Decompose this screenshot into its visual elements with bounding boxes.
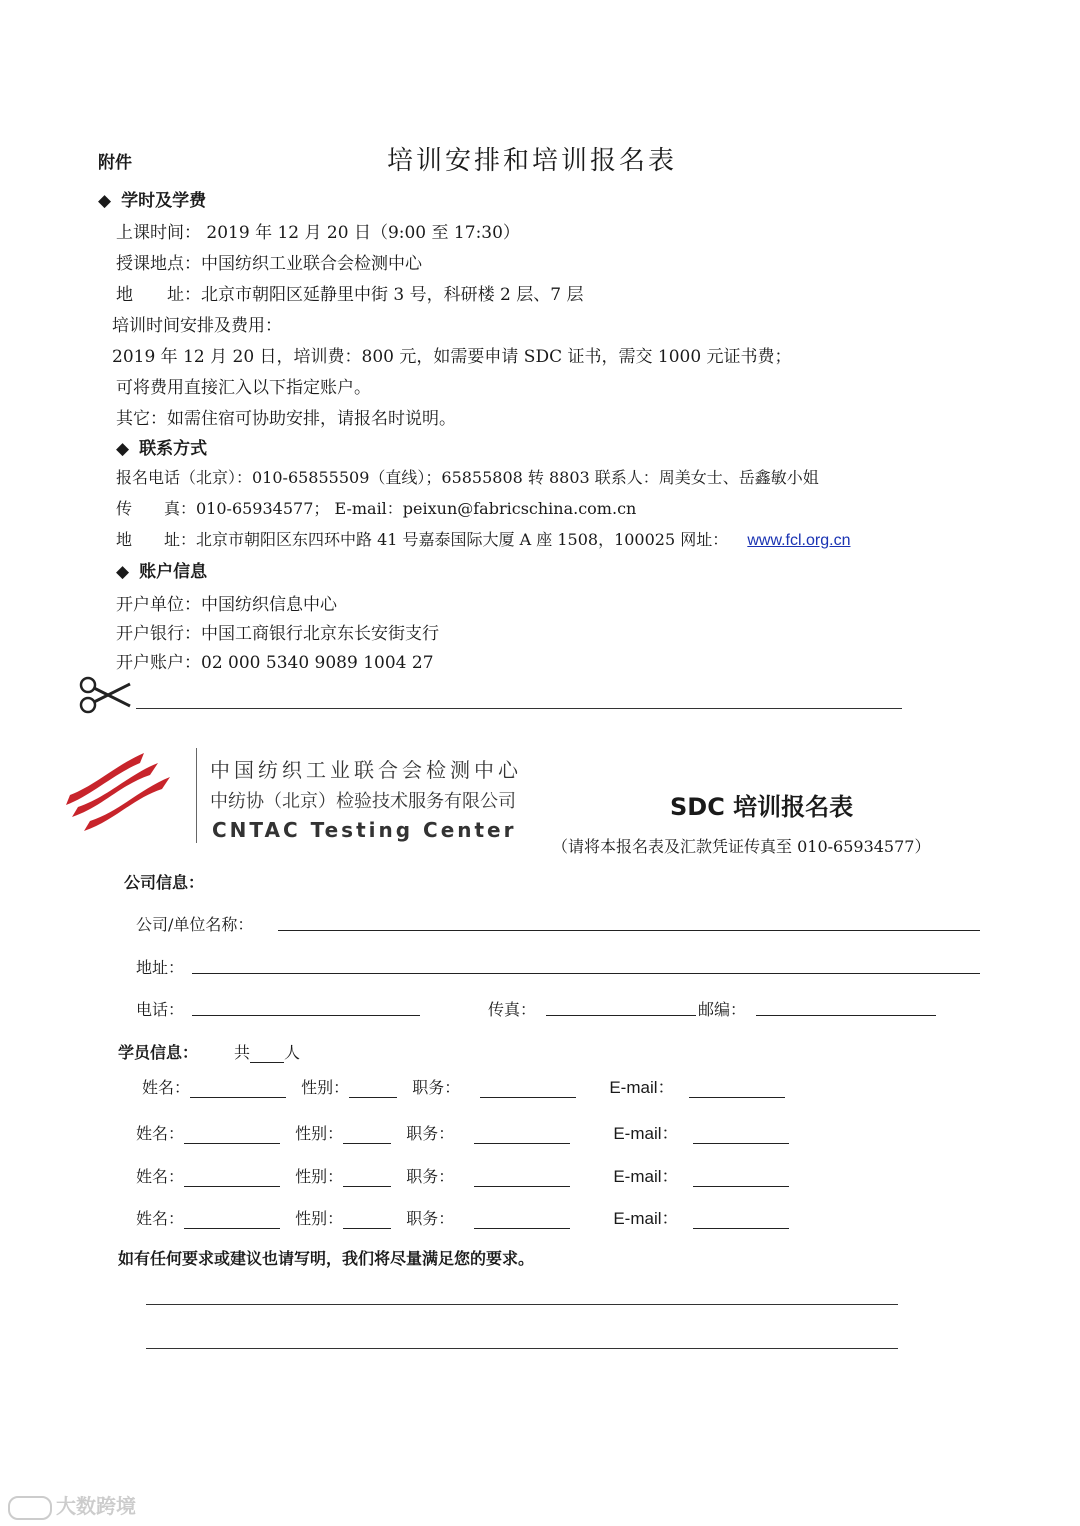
student-info-label: 学员信息： [118, 1043, 199, 1062]
schedule-line-fee: 2019 年 12 月 20 日，培训费：800 元，如需要申请 SDC 证书，需交 1000 元证书费； [112, 347, 792, 367]
student-count-suffix: 人 [284, 1043, 301, 1062]
student-name-field[interactable] [190, 1079, 286, 1098]
schedule-line-time: 上课时间： 2019 年 12 月 20 日（9:00 至 17:30） [116, 223, 520, 243]
student-name-label: 姓名： [136, 1209, 185, 1228]
student-position-label: 职务： [406, 1167, 455, 1186]
schedule-line-payment: 可将费用直接汇入以下指定账户。 [116, 378, 371, 398]
student-email-label: E-mail： [609, 1078, 675, 1097]
student-row [136, 1119, 789, 1144]
student-position-field[interactable] [474, 1125, 570, 1144]
company-info-label: 公司信息： [124, 873, 205, 892]
student-position-field[interactable] [474, 1210, 570, 1229]
diamond-bullet-icon: ◆ [98, 191, 112, 211]
company-name-field[interactable] [278, 912, 980, 931]
section-heading-account: ◆ 账户信息 [116, 562, 208, 582]
student-name-field[interactable] [184, 1168, 280, 1187]
student-row [136, 1162, 789, 1187]
account-line-holder: 开户单位：中国纺织信息中心 [116, 595, 337, 615]
schedule-line-fee-heading: 培训时间安排及费用： [112, 316, 282, 336]
attachment-label: 附件 [98, 153, 132, 173]
student-gender-label: 性别： [295, 1209, 344, 1228]
student-count-prefix: 共 [234, 1043, 251, 1062]
postcode-field[interactable] [756, 997, 936, 1016]
watermark-logo-icon [8, 1496, 52, 1520]
postcode-label: 邮编： [698, 1000, 747, 1019]
org-name-en: CNTAC Testing Center [212, 818, 517, 842]
fax-label: 传真： [488, 1000, 537, 1019]
student-name-label: 姓名： [142, 1078, 191, 1097]
student-name-label: 姓名： [136, 1124, 185, 1143]
schedule-line-address: 地 址：北京市朝阳区延静里中街 3 号，科研楼 2 层、7 层 [116, 285, 584, 305]
account-line-bank: 开户银行：中国工商银行北京东长安街支行 [116, 624, 439, 644]
student-email-field[interactable] [689, 1079, 785, 1098]
student-position-label: 职务： [406, 1124, 455, 1143]
student-email-field[interactable] [693, 1168, 789, 1187]
student-name-label: 姓名： [136, 1167, 185, 1186]
website-link[interactable]: www.fcl.org.cn [747, 532, 851, 549]
contact-fax-line: 传 真：010-65934577； E-mail：peixun@fabricschina.com.cn [116, 499, 637, 518]
form-title: SDC 培训报名表 [670, 793, 854, 821]
schedule-line-other: 其它：如需住宿可协助安排，请报名时说明。 [116, 409, 456, 429]
student-name-field[interactable] [184, 1125, 280, 1144]
section-heading-contact: ◆ 联系方式 [116, 439, 208, 459]
address-label: 地址： [136, 958, 185, 977]
student-gender-label: 性别： [295, 1167, 344, 1186]
student-position-label: 职务： [412, 1078, 461, 1097]
student-email-field[interactable] [693, 1210, 789, 1229]
student-position-field[interactable] [474, 1168, 570, 1187]
student-count-field[interactable] [250, 1046, 284, 1063]
student-gender-field[interactable] [349, 1079, 397, 1098]
fax-field[interactable] [546, 997, 696, 1016]
watermark: 大数跨境 [8, 1490, 136, 1520]
form-subtitle: （请将本报名表及汇款凭证传真至 010-65934577） [552, 837, 931, 856]
student-email-label: E-mail： [613, 1167, 679, 1186]
phone-label: 电话： [136, 1000, 185, 1019]
address-field[interactable] [192, 955, 980, 974]
cut-line [136, 708, 902, 709]
student-gender-field[interactable] [343, 1168, 391, 1187]
diamond-bullet-icon: ◆ [116, 439, 130, 459]
student-email-field[interactable] [693, 1125, 789, 1144]
schedule-line-venue: 授课地点：中国纺织工业联合会检测中心 [116, 254, 422, 274]
org-name-company: 中纺协（北京）检验技术服务有限公司 [210, 791, 516, 812]
contact-address-text: 地 址：北京市朝阳区东四环中路 41 号嘉泰国际大厦 A 座 1508，100025 网址： [116, 530, 729, 549]
requirements-field-1[interactable] [146, 1304, 898, 1305]
student-gender-field[interactable] [343, 1125, 391, 1144]
student-position-field[interactable] [480, 1079, 576, 1098]
requirements-field-2[interactable] [146, 1348, 898, 1349]
scissors-icon [78, 676, 134, 714]
student-position-label: 职务： [406, 1209, 455, 1228]
org-name-cn: 中国纺织工业联合会检测中心 [210, 758, 522, 782]
student-row [136, 1204, 789, 1229]
phone-field[interactable] [192, 997, 420, 1016]
diamond-bullet-icon: ◆ [116, 562, 130, 582]
student-email-label: E-mail： [613, 1209, 679, 1228]
student-row [142, 1073, 785, 1098]
student-email-label: E-mail： [613, 1124, 679, 1143]
cntac-logo-icon [62, 745, 187, 845]
contact-address-line [116, 527, 850, 550]
page-title: 培训安排和培训报名表 [387, 146, 678, 176]
student-name-field[interactable] [184, 1210, 280, 1229]
student-gender-label: 性别： [301, 1078, 350, 1097]
company-name-label: 公司/单位名称： [136, 915, 254, 934]
requirements-note: 如有任何要求或建议也请写明，我们将尽量满足您的要求。 [118, 1249, 535, 1268]
account-line-number: 开户账户：02 000 5340 9089 1004 27 [116, 653, 434, 673]
student-gender-field[interactable] [343, 1210, 391, 1229]
contact-phone-line: 报名电话（北京）：010-65855509（直线）；65855808 转 8803 联系人：周美女士、岳鑫敏小姐 [116, 468, 819, 487]
student-count [234, 1040, 300, 1063]
section-heading-schedule: ◆ 学时及学费 [98, 191, 207, 211]
logo-divider [196, 748, 197, 843]
student-gender-label: 性别： [295, 1124, 344, 1143]
